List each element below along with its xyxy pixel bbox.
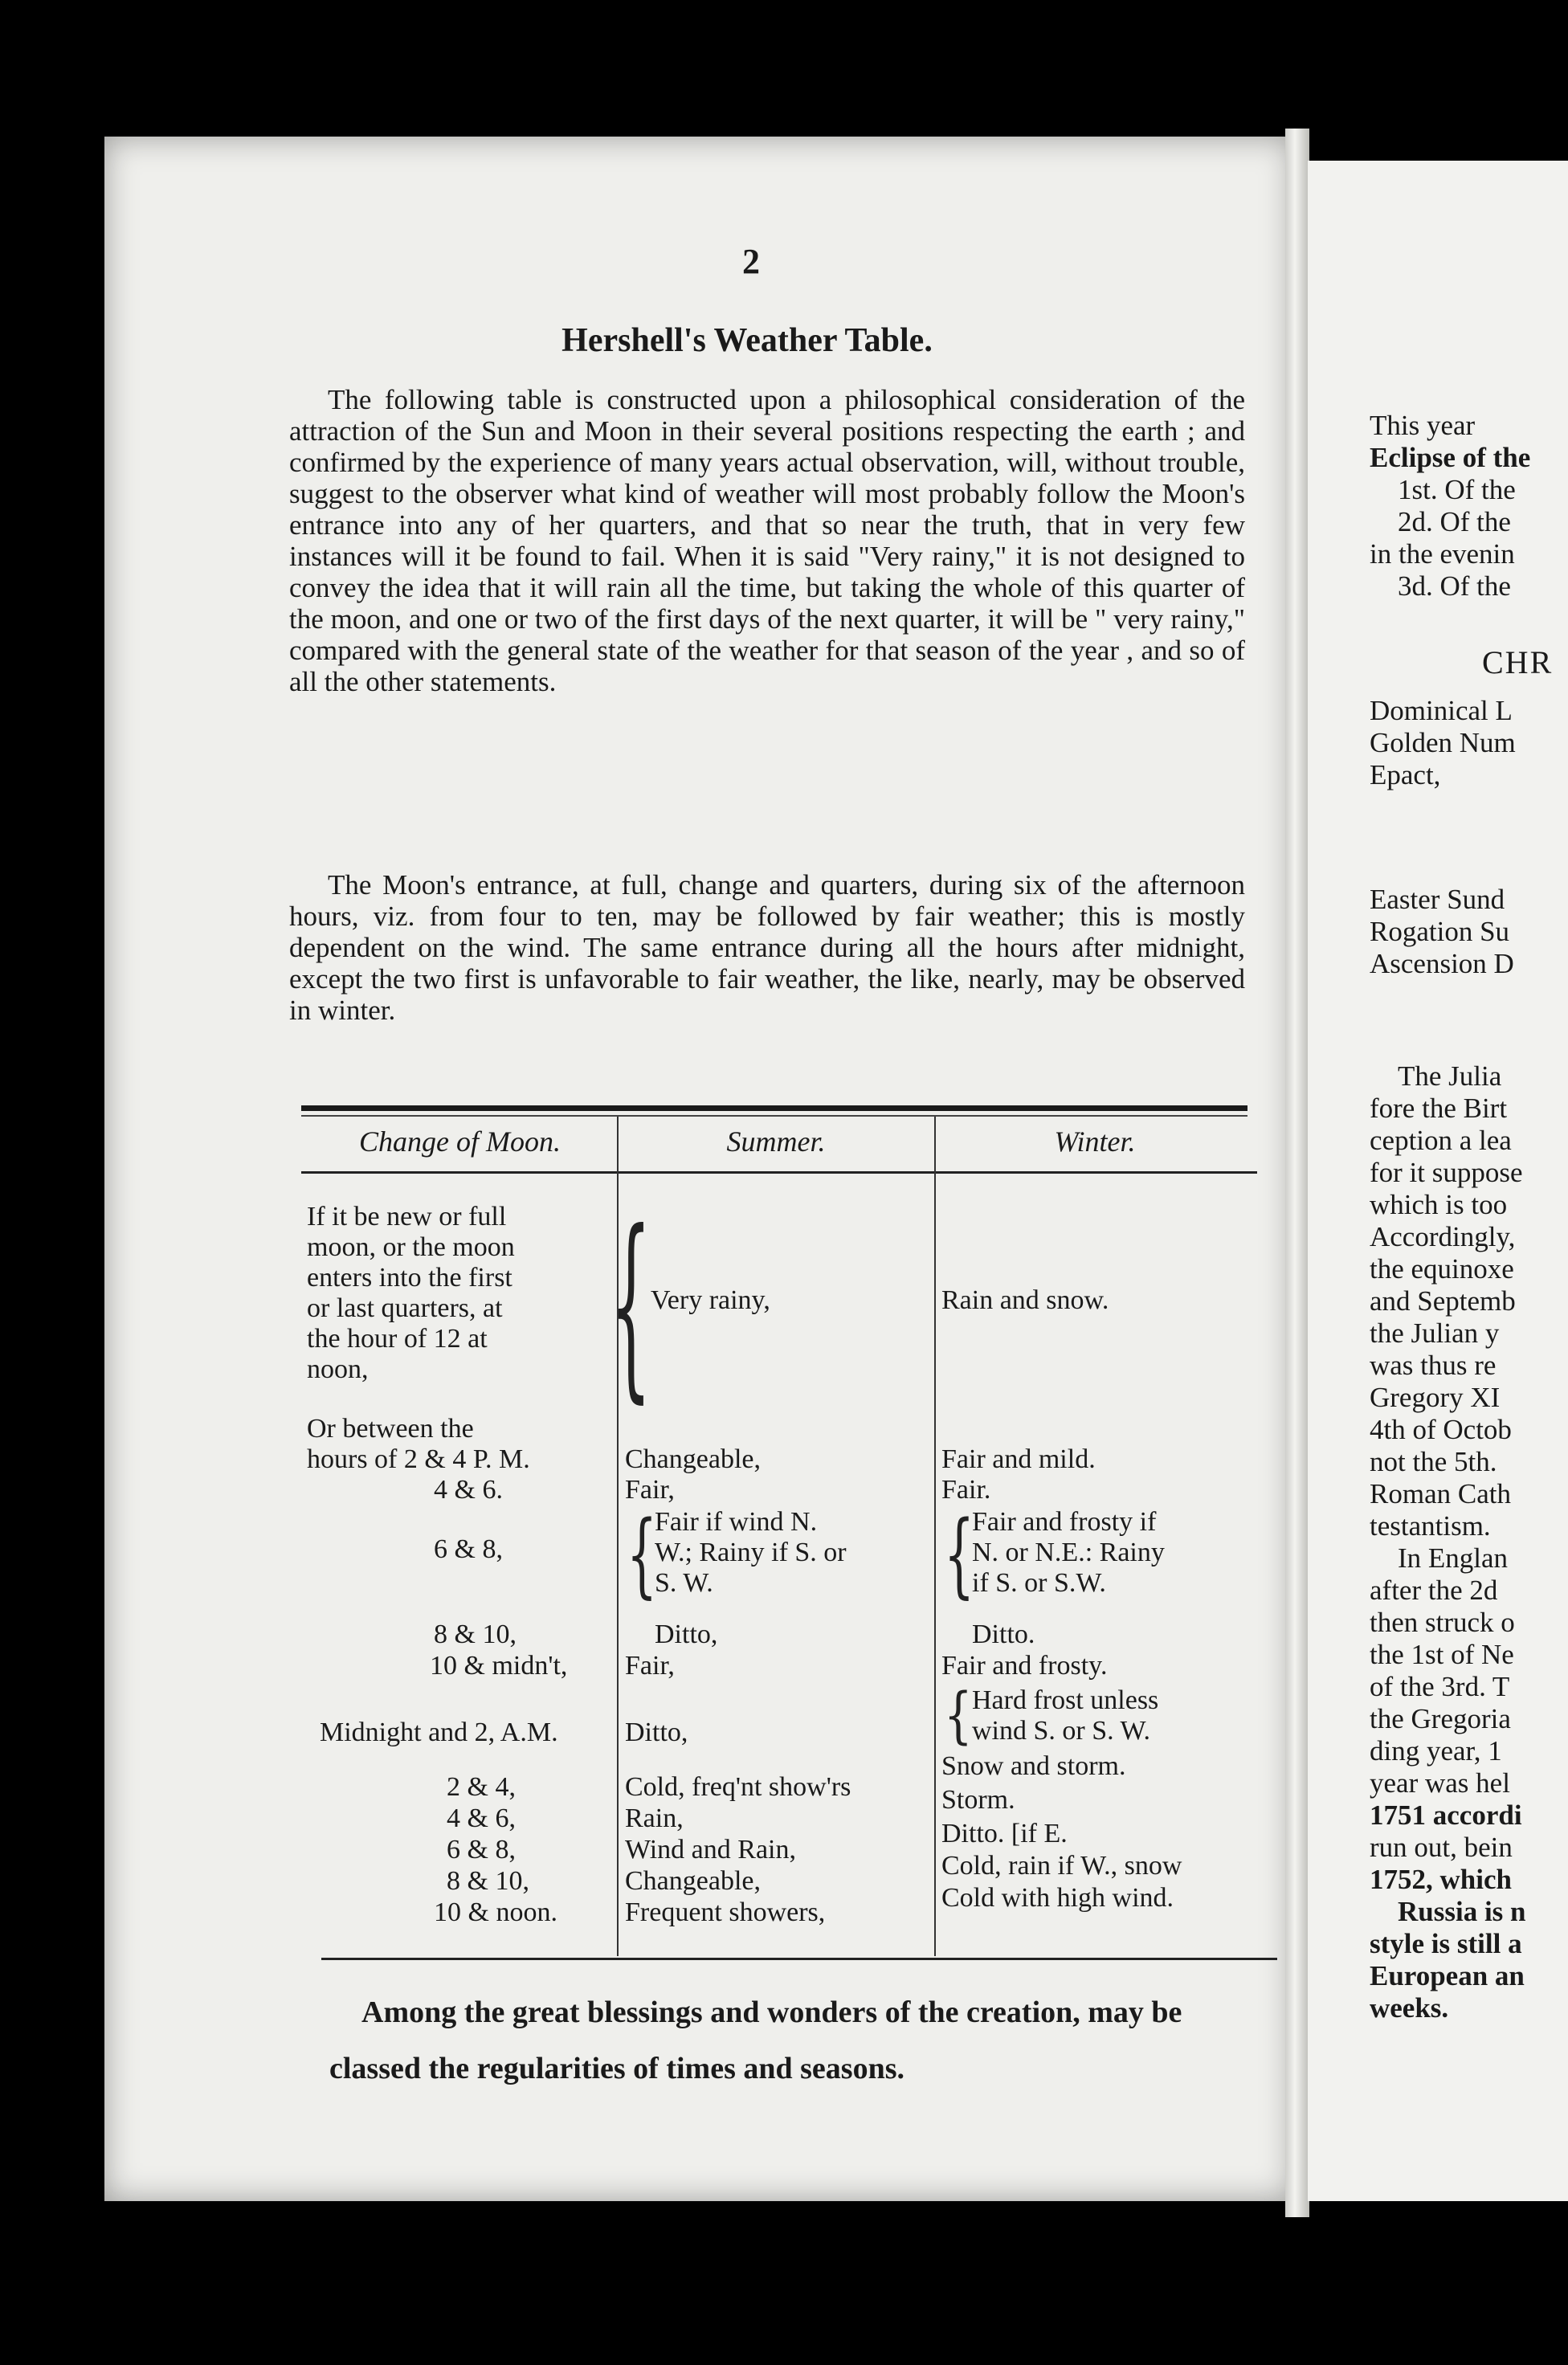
intro-paragraph: The following table is constructed upon a philosophical consideration of the attraction of the Sun and Moon in their several positions respecting the earth ; and confirmed by the experience of many years actual observation, will, without trouble, suggest to the observer what kind of weather will most probably follow the Moon's entrance into any of her quarters, and that so near the truth, that in very few instances will it be found to fail. When it is said "Very rainy," it is not designed to convey the idea that it will rain all the time, but taking the whole of this quarter of the moon, and one or two of the first days of the next quarter, it will be " very rainy," compared with the general state of the weather for that season of the year , and so of all the other statements. bbox=[289, 384, 1245, 697]
page-title: Hershell's Weather Table. bbox=[561, 322, 933, 359]
right-page-line: Dominical L bbox=[1370, 695, 1513, 726]
right-page-line: fore the Birt bbox=[1370, 1093, 1508, 1124]
table-cell-time: Midnight and 2, A.M. bbox=[320, 1718, 558, 1747]
table-cell-winter: Fair. bbox=[941, 1475, 991, 1505]
right-page-line: after the 2d bbox=[1370, 1575, 1498, 1606]
right-page-line: the Gregoria bbox=[1370, 1703, 1511, 1734]
right-page-line: European an bbox=[1370, 1960, 1525, 1991]
column-divider bbox=[934, 1117, 936, 1956]
right-page-line: testantism. bbox=[1370, 1510, 1491, 1542]
right-page-line: Russia is n bbox=[1398, 1896, 1526, 1927]
table-cell-time: 4 & 6. bbox=[434, 1475, 503, 1505]
header-summer: Summer. bbox=[726, 1125, 826, 1158]
table-cell-summer: Wind and Rain, bbox=[625, 1835, 796, 1865]
right-page-line: Gregory XI bbox=[1370, 1382, 1501, 1413]
page-number: 2 bbox=[742, 242, 760, 281]
table-cell-winter: Rain and snow. bbox=[941, 1285, 1109, 1315]
brace-left: { bbox=[610, 1189, 651, 1421]
right-page-line: style is still a bbox=[1370, 1928, 1522, 1959]
right-page-heading: CHR bbox=[1482, 644, 1554, 680]
table-top-rule-thin bbox=[301, 1115, 1247, 1117]
right-page-line: run out, bein bbox=[1370, 1832, 1513, 1863]
right-page-line: 1751 accordi bbox=[1370, 1799, 1522, 1831]
right-page-line: year was hel bbox=[1370, 1767, 1510, 1799]
right-page-line: the 1st of Ne bbox=[1370, 1639, 1514, 1670]
table-cell-winter: Storm. bbox=[941, 1785, 1015, 1815]
table-cell-time: 6 & 8, bbox=[434, 1534, 503, 1564]
table-cell-summer: Fair, bbox=[625, 1651, 675, 1681]
right-page-line: weeks. bbox=[1370, 1992, 1449, 2024]
right-page-line: the equinoxe bbox=[1370, 1253, 1514, 1285]
table-cell-summer: Frequent showers, bbox=[625, 1897, 826, 1927]
right-page-line: Accordingly, bbox=[1370, 1221, 1516, 1252]
right-page-line: for it suppose bbox=[1370, 1157, 1523, 1188]
right-page-line: and Septemb bbox=[1370, 1285, 1516, 1317]
table-cell-summer: Fair, bbox=[625, 1475, 675, 1505]
table-cell-time: Or between the hours of 2 & 4 P. M. bbox=[307, 1414, 530, 1474]
right-page-line: This year bbox=[1370, 410, 1476, 441]
right-page-line: The Julia bbox=[1398, 1060, 1502, 1092]
right-page-line: 1752, which bbox=[1370, 1864, 1512, 1895]
header-winter: Winter. bbox=[1054, 1125, 1136, 1158]
right-page-line: ding year, 1 bbox=[1370, 1735, 1502, 1767]
table-cell-time: 4 & 6, bbox=[447, 1803, 516, 1833]
table-cell-summer: Rain, bbox=[625, 1803, 684, 1833]
table-bottom-rule bbox=[321, 1958, 1277, 1960]
closing-text: Among the great blessings and wonders of the creation, may be classed the regularities of times and seasons. bbox=[329, 1995, 1182, 2085]
table-top-rule bbox=[301, 1105, 1247, 1111]
right-page-line: Golden Num bbox=[1370, 727, 1516, 758]
right-page-line: 3d. Of the bbox=[1398, 570, 1511, 602]
right-page-line: 2d. Of the bbox=[1398, 506, 1511, 537]
table-cell-time: 8 & 10, bbox=[447, 1866, 529, 1896]
table-cell-winter: Snow and storm. bbox=[941, 1751, 1126, 1781]
table-cell-summer: Very rainy, bbox=[651, 1285, 770, 1315]
table-cell-winter: Fair and frosty if N. or N.E.: Rainy if S. or S.W. bbox=[972, 1507, 1165, 1598]
right-page-line: Roman Cath bbox=[1370, 1478, 1511, 1509]
table-cell-summer: Cold, freq'nt show'rs bbox=[625, 1772, 851, 1802]
table-cell-time: If it be new or full moon, or the moon enters into the first or last quarters, at the hour of 12 at noon, bbox=[307, 1202, 515, 1384]
brace-left: { bbox=[944, 1502, 975, 1609]
table-cell-winter: Ditto. bbox=[972, 1620, 1035, 1649]
table-cell-summer: Fair if wind N. W.; Rainy if S. or S. W. bbox=[655, 1507, 847, 1598]
table-cell-time: 2 & 4, bbox=[447, 1772, 516, 1802]
right-page-line: Easter Sund bbox=[1370, 884, 1505, 915]
right-page-line: Rogation Su bbox=[1370, 916, 1510, 947]
right-page-line: 4th of Octob bbox=[1370, 1414, 1512, 1445]
right-page-line: of the 3rd. T bbox=[1370, 1671, 1510, 1702]
table-cell-winter: Cold, rain if W., snow bbox=[941, 1851, 1182, 1881]
table-cell-time: 6 & 8, bbox=[447, 1835, 516, 1865]
right-page-line: Eclipse of the bbox=[1370, 442, 1531, 473]
brace-left: { bbox=[627, 1502, 658, 1609]
right-page-line: In Englan bbox=[1398, 1542, 1509, 1574]
right-page-line: was thus re bbox=[1370, 1350, 1497, 1381]
right-page-line: 1st. Of the bbox=[1398, 474, 1516, 505]
table-header-rule bbox=[301, 1171, 1257, 1174]
table-cell-winter: Hard frost unless wind S. or S. W. bbox=[972, 1685, 1159, 1746]
table-cell-summer: Changeable, bbox=[625, 1444, 761, 1474]
second-paragraph: The Moon's entrance, at full, change and quarters, during six of the afternoon hours, viz. from four to ten, may be followed by fair weather; this is mostly dependent on the wind. The same entrance during all the hours after midnight, except the two first is unfavorable to fair weather, the like, nearly, may be observed in winter. bbox=[289, 869, 1245, 1026]
header-change-of-moon: Change of Moon. bbox=[359, 1125, 561, 1158]
book-spine bbox=[1285, 129, 1309, 2217]
table-cell-winter: Fair and mild. bbox=[941, 1444, 1096, 1474]
right-page-line: Epact, bbox=[1370, 759, 1441, 790]
table-cell-summer: Ditto, bbox=[655, 1620, 718, 1649]
table-cell-time: 10 & noon. bbox=[434, 1897, 557, 1927]
table-cell-time: 10 & midn't, bbox=[430, 1651, 568, 1681]
right-page-line: in the evenin bbox=[1370, 538, 1515, 570]
right-page-line: then struck o bbox=[1370, 1607, 1515, 1638]
brace-left: { bbox=[944, 1681, 973, 1751]
right-page-line: not the 5th. bbox=[1370, 1446, 1497, 1477]
table-cell-winter: Cold with high wind. bbox=[941, 1883, 1174, 1913]
right-page-line: ception a lea bbox=[1370, 1125, 1512, 1156]
table-cell-summer: Changeable, bbox=[625, 1866, 761, 1896]
right-page-line: Ascension D bbox=[1370, 948, 1514, 979]
right-page-line: the Julian y bbox=[1370, 1317, 1500, 1349]
table-cell-winter: Ditto. [if E. bbox=[941, 1819, 1068, 1848]
table-cell-winter: Fair and frosty. bbox=[941, 1651, 1108, 1681]
table-cell-summer: Ditto, bbox=[625, 1718, 688, 1747]
right-page-line: which is too bbox=[1370, 1189, 1508, 1220]
table-cell-time: 8 & 10, bbox=[434, 1620, 517, 1649]
